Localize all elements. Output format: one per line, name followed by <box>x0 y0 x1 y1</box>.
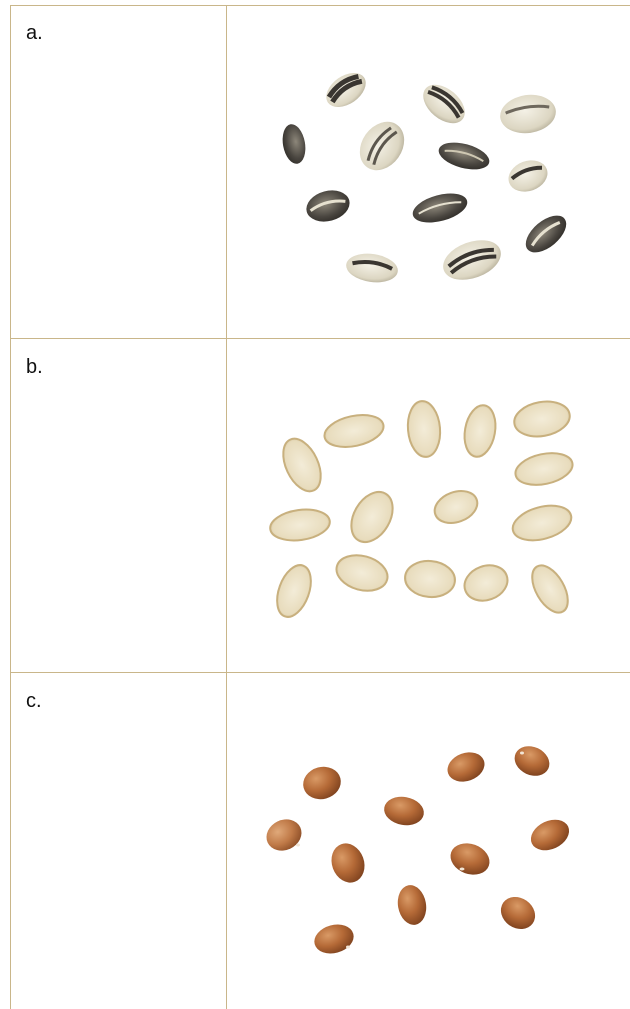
pumpkin-seeds-image <box>228 339 630 672</box>
row-label-b: b. <box>26 356 43 378</box>
table-column-divider <box>226 5 227 1009</box>
row-label-a: a. <box>26 22 43 44</box>
sunflower-seed-group <box>280 66 573 287</box>
bean-group <box>261 741 574 958</box>
sunflower-seeds-image <box>228 6 630 338</box>
row-label-c: c. <box>26 690 42 712</box>
table-left-border <box>10 5 11 1009</box>
brown-beans-image <box>228 673 630 1009</box>
pumpkin-seed-group <box>268 397 575 621</box>
